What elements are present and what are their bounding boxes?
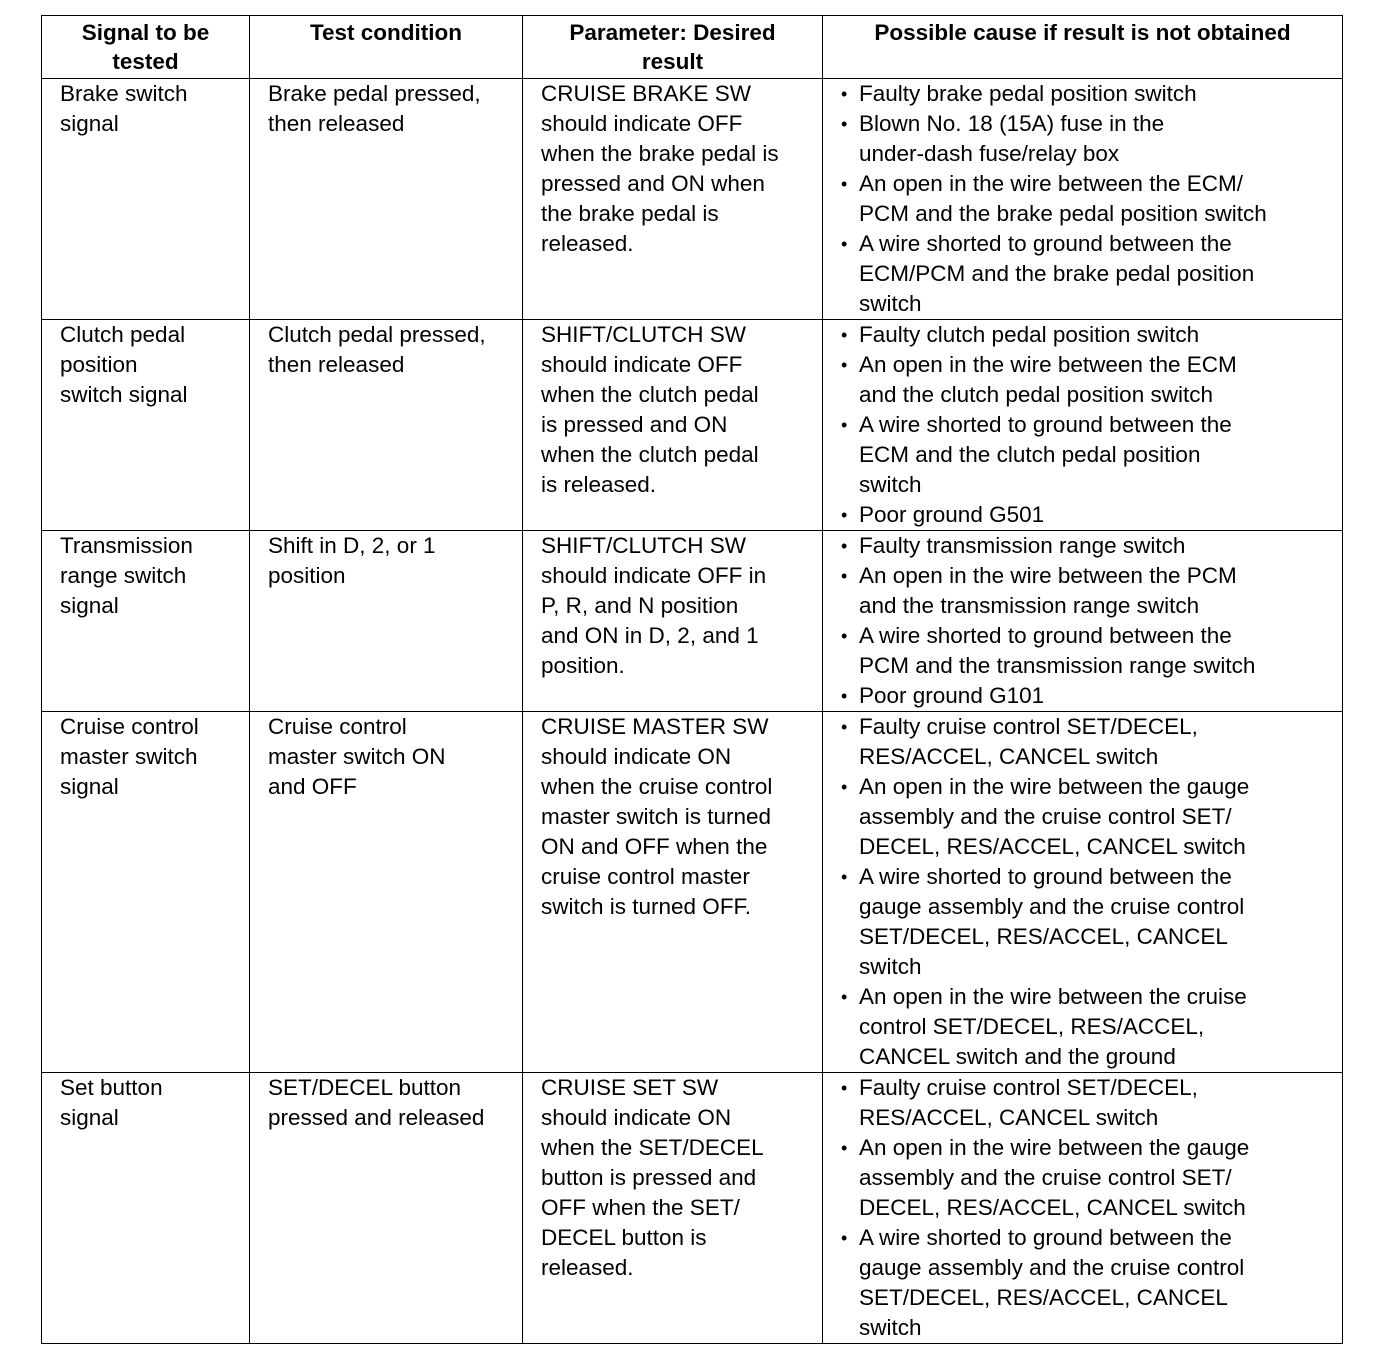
header-result: Parameter: Desired result xyxy=(523,16,823,79)
cell-causes xyxy=(823,79,1343,320)
cause-item: • Poor ground G101 xyxy=(837,681,1342,711)
cause-item: • Faulty transmission range switch xyxy=(837,531,1342,561)
cause-item: • A wire shorted to ground between the ECM and the clutch pedal position switch xyxy=(837,410,1342,500)
cell-signal: Transmission range switch signal xyxy=(42,531,250,712)
cause-item: • An open in the wire between the PCM and the transmission range switch xyxy=(837,561,1342,621)
cause-list xyxy=(837,79,1342,319)
table-row xyxy=(42,320,1343,531)
cause-item: • An open in the wire between the ECM and the clutch pedal position switch xyxy=(837,350,1342,410)
cell-result: CRUISE BRAKE SW should indicate OFF when the brake pedal is pressed and ON when the brake pedal is released. xyxy=(523,79,823,320)
cause-item: • An open in the wire between the cruise control SET/DECEL, RES/ACCEL, CANCEL switch and the ground xyxy=(837,982,1342,1072)
header-cause: Possible cause if result is not obtained xyxy=(823,16,1343,79)
cell-condition: Cruise control master switch ON and OFF xyxy=(250,712,523,1073)
cause-item: • Faulty clutch pedal position switch xyxy=(837,320,1342,350)
cell-condition: SET/DECEL button pressed and released xyxy=(250,1073,523,1344)
cause-item: • A wire shorted to ground between the ECM/PCM and the brake pedal position switch xyxy=(837,229,1342,319)
header-signal: Signal to be tested xyxy=(42,16,250,79)
cause-list xyxy=(837,712,1342,1072)
cell-signal: Set button signal xyxy=(42,1073,250,1344)
cause-item: • Faulty cruise control SET/DECEL, RES/ACCEL, CANCEL switch xyxy=(837,1073,1342,1133)
cell-condition: Brake pedal pressed, then released xyxy=(250,79,523,320)
header-row xyxy=(42,16,1343,79)
cell-causes xyxy=(823,531,1343,712)
cell-result: SHIFT/CLUTCH SW should indicate OFF when the clutch pedal is pressed and ON when the clutch pedal is released. xyxy=(523,320,823,531)
table-row xyxy=(42,531,1343,712)
cell-result: CRUISE MASTER SW should indicate ON when the cruise control master switch is turned ON and OFF when the cruise control master switch is turned OFF. xyxy=(523,712,823,1073)
cause-item: • Faulty brake pedal position switch xyxy=(837,79,1342,109)
cause-list xyxy=(837,531,1342,711)
cause-item: • An open in the wire between the gauge assembly and the cruise control SET/ DECEL, RES/ACCEL, CANCEL switch xyxy=(837,772,1342,862)
cell-signal: Cruise control master switch signal xyxy=(42,712,250,1073)
cause-list xyxy=(837,320,1342,530)
cell-causes xyxy=(823,1073,1343,1344)
table-row xyxy=(42,1073,1343,1344)
cell-result: SHIFT/CLUTCH SW should indicate OFF in P, R, and N position and ON in D, 2, and 1 position. xyxy=(523,531,823,712)
cause-item: • An open in the wire between the gauge assembly and the cruise control SET/ DECEL, RES/ACCEL, CANCEL switch xyxy=(837,1133,1342,1223)
header-condition: Test condition xyxy=(250,16,523,79)
cell-signal: Brake switch signal xyxy=(42,79,250,320)
cause-item: • Poor ground G501 xyxy=(837,500,1342,530)
cell-causes xyxy=(823,320,1343,531)
cell-result: CRUISE SET SW should indicate ON when the SET/DECEL button is pressed and OFF when the SET/ DECEL button is released. xyxy=(523,1073,823,1344)
cell-causes xyxy=(823,712,1343,1073)
cell-signal: Clutch pedal position switch signal xyxy=(42,320,250,531)
cause-list xyxy=(837,1073,1342,1343)
cell-condition: Clutch pedal pressed, then released xyxy=(250,320,523,531)
cause-item: • Blown No. 18 (15A) fuse in the under-dash fuse/relay box xyxy=(837,109,1342,169)
table-row xyxy=(42,712,1343,1073)
cause-item: • Faulty cruise control SET/DECEL, RES/ACCEL, CANCEL switch xyxy=(837,712,1342,772)
table-row xyxy=(42,79,1343,320)
diagnostic-table xyxy=(41,15,1343,1344)
cause-item: • A wire shorted to ground between the gauge assembly and the cruise control SET/DECEL, RES/ACCEL, CANCEL switch xyxy=(837,862,1342,982)
cell-condition: Shift in D, 2, or 1 position xyxy=(250,531,523,712)
cause-item: • A wire shorted to ground between the PCM and the transmission range switch xyxy=(837,621,1342,681)
cause-item: • A wire shorted to ground between the gauge assembly and the cruise control SET/DECEL, RES/ACCEL, CANCEL switch xyxy=(837,1223,1342,1343)
cause-item: • An open in the wire between the ECM/ PCM and the brake pedal position switch xyxy=(837,169,1342,229)
